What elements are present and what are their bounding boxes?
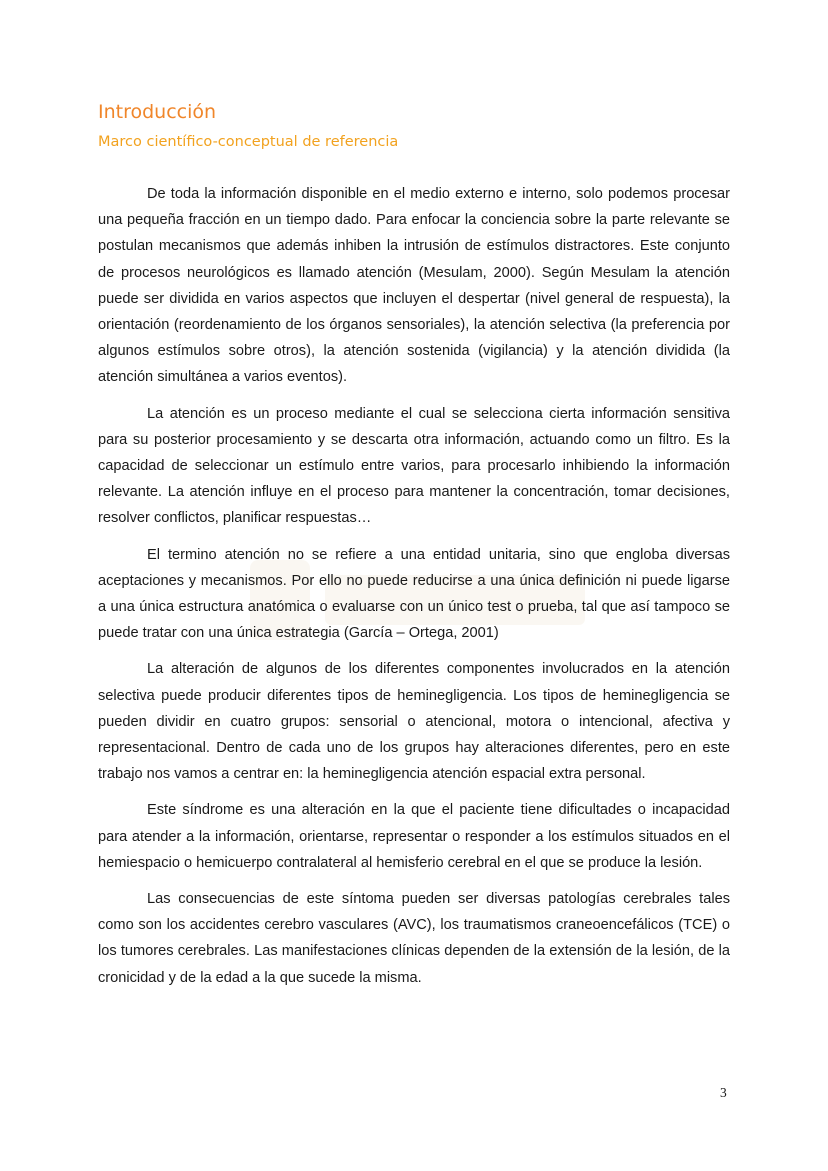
section-heading: Introducción xyxy=(98,101,217,123)
body-text xyxy=(98,181,730,1001)
paragraph: Este síndrome es una alteración en la que el paciente tiene dificultades o incapacidad para atender a la información, orientarse, representar o responder a los estímulos situados en el hemiespacio o hemicuerpo contralateral al hemisferio cerebral en el que se produce la lesión. xyxy=(98,802,730,871)
paragraph: De toda la información disponible en el medio externo e interno, solo podemos procesar una pequeña fracción en un tiempo dado. Para enfocar la conciencia sobre la parte relevante se postulan mecanismos que además inhiben la intrusión de estímulos distractores. Este conjunto de procesos neurológicos es llamado atención (Mesulam, 2000). Según Mesulam la atención puede ser dividida en varios aspectos que incluyen el despertar (nivel general de respuesta), la orientación (reordenamiento de los órganos sensoriales), la atención selectiva (la preferencia por algunos estímulos sobre otros), la atención sostenida (vigilancia) y la atención dividida (la atención simultánea a varios eventos). xyxy=(98,186,730,386)
paragraph: El termino atención no se refiere a una entidad unitaria, sino que engloba diversas aceptaciones y mecanismos. Por ello no puede reducirse a una única definición ni puede ligarse a una única estructura anatómica o evaluarse con un único test o prueba, tal que así tampoco se puede tratar con una única estrategia (García – Ortega, 2001) xyxy=(98,546,730,642)
page-number: 3 xyxy=(720,1085,727,1100)
paragraph: La alteración de algunos de los diferentes componentes involucrados en la atención selectiva puede producir diferentes tipos de heminegligencia. Los tipos de heminegligencia se pueden dividir en cuatro grupos: sensorial o atencional, motora o intencional, afectiva y representacional. Dentro de cada uno de los grupos hay alteraciones diferentes, pero en este trabajo nos vamos a centrar en: la heminegligencia atención espacial extra personal. xyxy=(98,661,730,783)
section-subheading: Marco científico-conceptual de referencia xyxy=(98,134,399,150)
paragraph: La atención es un proceso mediante el cual se selecciona cierta información sensitiva para su posterior procesamiento y se descarta otra información, actuando como un filtro. Es la capacidad de seleccionar un estímulo entre varios, para procesarlo inhibiendo la información relevante. La atención influye en el proceso para mantener la concentración, tomar decisiones, resolver conflictos, planificar respuestas… xyxy=(98,405,730,527)
paragraph: Las consecuencias de este síntoma pueden ser diversas patologías cerebrales tales como son los accidentes cerebro vasculares (AVC), los traumatismos craneoencefálicos (TCE) o los tumores cerebrales. Las manifestaciones clínicas dependen de la extensión de la lesión, de la cronicidad y de la edad a la que sucede la misma. xyxy=(98,891,730,986)
